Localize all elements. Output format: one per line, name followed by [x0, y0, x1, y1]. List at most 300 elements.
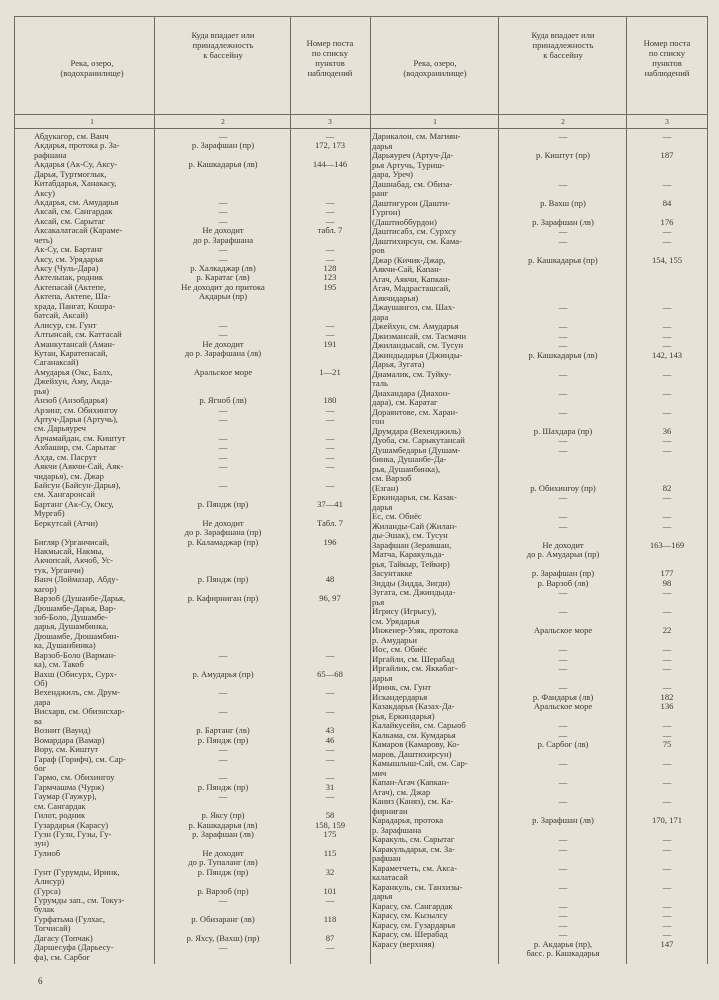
basin-cell: —	[218, 895, 228, 905]
post-number-cell: —	[325, 405, 335, 415]
post-number-cell: —	[662, 388, 672, 398]
water-body-name: Ќалайкусейн, см. Сарыоб	[372, 721, 466, 730]
water-body-name: Калкама, см. Кумдарья	[372, 730, 456, 740]
basin-cell: Не доходит до р. Зарафшана (лв)	[184, 339, 262, 358]
post-number-cell: 115	[323, 848, 337, 858]
post-number-cell: —	[662, 227, 672, 236]
water-body-name: Карасу, см. Шерабад	[372, 930, 448, 939]
water-body-name: Варзоб (Душанбе-Дарья, Дюшамбе-Дарья, Вар- зоб-Боло, Душамбе- дарья, Душамбинка, Дюшамбе, Дюшамбин- ка, Душанбинка)	[34, 594, 126, 651]
basin-cell: —	[218, 688, 228, 698]
basin-cell: —	[558, 844, 568, 854]
basin-cell: р. Пяндж (пр)	[197, 867, 249, 877]
basin-cell: —	[558, 322, 568, 331]
post-number-cell: —	[662, 236, 672, 246]
basin-cell: р. Каламаджар (пр)	[187, 537, 259, 547]
water-body-name: Даршесуфа (Дарьесу- фа), см. Сарбог	[34, 943, 114, 962]
post-number-cell: 176	[660, 217, 674, 227]
water-body-name: Даштигурон (Дашти- Гургон)	[372, 198, 451, 217]
basin-cell: —	[218, 773, 228, 783]
water-body-name: Джейхун, см. Амударья	[372, 322, 459, 331]
water-body-name: (Даштиоббурдон)	[372, 217, 437, 227]
basin-cell: р. Кашкадарья (лв)	[528, 350, 598, 360]
water-body-name: Вомардара (Вамар)	[34, 735, 105, 745]
post-number-cell: —	[662, 303, 672, 312]
basin-cell: р. Киштут (пр)	[535, 151, 590, 160]
basin-cell: —	[558, 236, 568, 246]
water-body-name: Карадарья, протока р. Зарафшана	[372, 816, 444, 835]
water-body-name: Гармчашма (Чурж)	[34, 782, 105, 792]
post-number-cell: 84	[662, 198, 672, 208]
post-number-cell: 163—169	[649, 540, 685, 550]
post-number-cell: —	[662, 407, 672, 417]
post-number-cell: —	[662, 759, 672, 768]
basin-cell: Не доходит до притока Акдарьи (пр)	[181, 282, 265, 302]
water-body-name: Дашнабад, см. Обиза- ранг	[372, 179, 453, 198]
water-body-name: Карасу (верхняя)	[372, 939, 435, 949]
column-rule	[707, 16, 708, 964]
water-body-name: Аксу, см. Урядарья	[34, 254, 104, 264]
water-body-name: Джиндыдарья (Джинды- Дарья, Зугата)	[372, 350, 463, 369]
water-body-name: Даштисабз, см. Сурхсу	[372, 227, 457, 236]
basin-cell: —	[558, 179, 568, 189]
water-body-name: Каранкуль, см. Танхизы- дарья	[372, 882, 463, 901]
post-number-cell: —	[662, 341, 672, 350]
row-rule	[14, 16, 707, 17]
post-number-cell: —	[662, 863, 672, 873]
water-body-name: Иос, см. Обиёс	[372, 645, 428, 654]
basin-cell: р. Зарафшан (лв)	[192, 829, 254, 839]
water-body-name: Гунт (Гурумды, Иринк, Алисур)	[34, 867, 120, 887]
basin-cell: —	[558, 512, 568, 521]
post-number-cell: —	[662, 664, 672, 673]
column-number: 2	[221, 117, 225, 126]
column-header: Река, озеро, (водохранилище)	[403, 58, 467, 78]
post-number-cell: —	[325, 216, 335, 226]
water-body-name: Диахандара (Диахон- дара), см. Каратаг	[372, 388, 451, 407]
column-rule	[370, 16, 371, 964]
basin-cell: р. Зарафшан (пр)	[531, 569, 595, 578]
water-body-name: Ак-Су, см. Бартанг	[34, 245, 103, 255]
water-body-name: Варзоб-Боло (Варман- ка), см. Такоб	[34, 650, 116, 670]
post-number-cell: —	[662, 778, 672, 787]
column-header: Номер поста по списку пунктов наблюдений	[643, 38, 691, 78]
basin-cell: —	[218, 132, 228, 141]
basin-cell: р. Яксу (пр)	[201, 811, 245, 821]
water-body-name: Искандердарья	[372, 692, 428, 702]
basin-cell: —	[558, 911, 568, 920]
basin-cell: р. Кашкадарья (лв)	[188, 160, 258, 170]
basin-cell: р. Кафирниган (пр)	[187, 594, 259, 604]
water-body-name: Гармо, см. Обихингоу	[34, 773, 115, 783]
basin-cell: —	[218, 330, 228, 340]
basin-cell: р. Обихингоу (пр)	[530, 483, 596, 493]
post-number-cell: —	[325, 480, 335, 490]
water-body-name: Актепасай (Актепе, Актепа, Актепе, Ша- храда, Пангат, Кошра- батсай, Аксай)	[34, 282, 116, 321]
post-number-cell: —	[662, 920, 672, 930]
basin-cell: р. Халкаджар (лв)	[190, 264, 256, 274]
post-number-cell: —	[662, 445, 672, 455]
post-number-cell: —	[662, 179, 672, 189]
water-body-name: Вознит (Вауид)	[34, 726, 91, 736]
post-number-cell: —	[662, 493, 672, 502]
column-number: 3	[665, 117, 669, 126]
basin-cell: —	[558, 654, 568, 664]
water-body-name: Артуч-Дарья (Артучь), см. Дарьяуреч	[34, 414, 118, 434]
basin-cell: Не доходит до р. Тупаланг (лв)	[188, 848, 258, 868]
water-body-name: Инженер-Узяк, протока р. Амударьи	[372, 626, 459, 645]
basin-cell: —	[218, 198, 228, 208]
post-number-cell: —	[325, 198, 335, 208]
basin-cell: р. Зарафшан (лв)	[532, 816, 594, 825]
basin-cell: —	[558, 759, 568, 768]
post-number-cell: —	[662, 730, 672, 740]
water-body-name: Ќамышлыш-Сай, см. Сар- мич	[372, 759, 468, 778]
post-number-cell: —	[662, 607, 672, 616]
water-body-name: Висхарв, см. Обиэнсхар- ва	[34, 707, 125, 726]
water-body-name: Гузардарья (Карасу)	[34, 820, 109, 830]
water-body-name: Карасу, см. Кызылсу	[372, 911, 448, 920]
water-body-name: Жиланды-Сай (Жилан- ды-Эшак), см. Тусун	[372, 521, 458, 540]
water-body-name: Казакдарья (Казах-Да- рья, Еркиндарья)	[372, 702, 455, 721]
water-body-name: Караметчеть, см. Акса- калатасай	[372, 863, 457, 882]
post-number-cell: —	[662, 721, 672, 730]
water-body-name: Дуоба, см. Сарыкутансай	[372, 436, 465, 445]
column-rule	[626, 16, 627, 964]
post-number-cell: —	[325, 245, 335, 255]
basin-cell: —	[558, 331, 568, 341]
post-number-cell: 191	[323, 339, 337, 349]
water-body-name: Анзоб (Анзобдарья)	[34, 396, 108, 406]
post-number-cell: Табл. 7	[317, 518, 343, 528]
column-rule	[14, 16, 15, 964]
post-number-cell: —	[662, 512, 672, 521]
water-body-name: Амударья (Окс, Балх, Джейхун, Аму, Акда- рья)	[34, 367, 113, 396]
water-body-name: Зидды (Зидда, Зигди)	[372, 578, 451, 588]
water-body-name: Актельпак, родник	[34, 273, 104, 283]
water-body-name: Ахда, см. Пасрут	[34, 452, 97, 462]
column-number: 1	[433, 117, 437, 126]
water-body-name: Байсун (Байсун-Дарья), см. Хангаронсай	[34, 480, 121, 500]
post-number-cell: —	[325, 895, 335, 905]
water-body-name: Акдарья (Ак-Су, Аксу- Дарья, Туртмоглык, Китабдарья, Ханакасу, Аксу)	[34, 160, 118, 198]
water-body-name: Алисур, см. Гунт	[34, 320, 97, 330]
basin-cell: —	[558, 588, 568, 597]
basin-cell: —	[218, 792, 228, 802]
water-body-name: Гараф (Горифч), см. Сар- бог	[34, 754, 126, 773]
post-number-cell: —	[325, 943, 335, 953]
post-number-cell: —	[325, 207, 335, 217]
water-body-name: Засунтакке	[372, 569, 413, 578]
post-number-cell: —	[325, 452, 335, 462]
basin-cell: —	[558, 521, 568, 531]
basin-cell: р. Кашкадарья (лв)	[188, 820, 258, 830]
post-number-cell: 154, 155	[651, 255, 683, 265]
water-body-name: Дарикалон, см. Магиян- дарья	[372, 132, 461, 151]
basin-cell: —	[218, 462, 228, 472]
post-number-cell: 87	[325, 933, 335, 943]
water-body-name: Аксай, см. Сангардак	[34, 207, 113, 217]
water-body-name: Зарафшан (Зеравшан, Матча, Каракульда- рья, Тайкыр, Тейкир)	[372, 540, 452, 569]
column-header: Река, озеро, (водохранилище)	[60, 58, 124, 78]
post-number-cell: —	[662, 882, 672, 892]
water-body-name: Аманкутансай (Аман- Кутан, Каратепасай, Саганаксай)	[34, 339, 115, 368]
water-body-name: Каракульдарья, см. За- рафшан	[372, 844, 455, 863]
post-number-cell: 187	[660, 151, 674, 160]
water-body-name: Каракуль, см. Сарытаг	[372, 835, 455, 844]
basin-cell: —	[558, 407, 568, 417]
post-number-cell: 58	[325, 811, 335, 821]
post-number-cell: 48	[325, 575, 335, 585]
post-number-cell: —	[662, 683, 672, 692]
post-number-cell: —	[662, 331, 672, 341]
post-number-cell: —	[325, 462, 335, 472]
basin-cell: р. Бартанг (лв)	[196, 726, 250, 736]
water-body-name: Джиландысай, см. Тусун	[372, 341, 464, 350]
basin-cell: р. Вахш (пр)	[540, 198, 586, 208]
post-number-cell: табл. 7	[317, 226, 343, 236]
basin-cell: Аральское море	[193, 367, 253, 377]
water-body-name: Игрису (Игрысу), см. Урядарья	[372, 607, 437, 626]
basin-cell: р. Пяндж (пр)	[197, 782, 249, 792]
post-number-cell: 96, 97	[319, 594, 341, 604]
basin-cell: Не доходит до р. Зарафшана	[192, 226, 254, 245]
water-body-name: Аксу (Чуль-Дара)	[34, 264, 99, 274]
post-number-cell: —	[325, 320, 335, 330]
basin-cell: —	[558, 445, 568, 455]
post-number-cell: 144—146	[312, 160, 348, 170]
post-number-cell: 175	[323, 829, 337, 839]
post-number-cell: —	[662, 436, 672, 445]
post-number-cell: 172, 173	[314, 141, 346, 151]
basin-cell: —	[218, 707, 228, 717]
post-number-cell: 1—21	[319, 367, 341, 377]
basin-cell: р. Шахдара (пр)	[533, 426, 593, 436]
post-number-cell: —	[662, 930, 672, 939]
post-number-cell: —	[662, 132, 672, 141]
basin-cell: —	[218, 650, 228, 660]
water-body-name: Ес, см. Обиёс	[372, 512, 422, 521]
column-rule	[290, 16, 291, 964]
post-number-cell: —	[325, 745, 335, 755]
water-body-name: Джаушангоз, см. Шах- дара	[372, 303, 455, 322]
basin-cell: —	[558, 721, 568, 730]
water-body-name: Арзинг, см. Обихингоу	[34, 405, 118, 415]
water-body-name: Диамалик, см. Туйку- таль	[372, 369, 452, 388]
page-number: 6	[38, 976, 43, 986]
basin-cell: —	[218, 405, 228, 415]
basin-cell: р. Пяндж (пр)	[197, 735, 249, 745]
water-body-name: Беркутсай (Атчи)	[34, 518, 98, 528]
water-body-name: (Гурса)	[34, 886, 61, 896]
basin-cell: —	[558, 664, 568, 673]
basin-cell: —	[558, 863, 568, 873]
basin-cell: —	[218, 245, 228, 255]
water-body-name: Гилот, родник	[34, 811, 86, 821]
water-body-name: Аякчи (Аякчи-Сай, Аяк- чидарья), см. Джар	[34, 462, 124, 481]
water-body-name: Акдарья, см. Амударья	[34, 198, 119, 208]
post-number-cell: —	[325, 754, 335, 764]
basin-cell: —	[218, 414, 228, 424]
basin-cell: —	[558, 645, 568, 654]
post-number-cell: 123	[323, 273, 337, 283]
basin-cell: р. Пяндж (пр)	[197, 575, 249, 585]
basin-cell: —	[218, 216, 228, 226]
basin-cell: —	[558, 607, 568, 616]
post-number-cell: —	[325, 132, 335, 141]
water-body-name: Абдукагор, см. Ванч	[34, 132, 109, 141]
post-number-cell: —	[662, 844, 672, 854]
post-number-cell: 101	[323, 886, 337, 896]
post-number-cell: 65—68	[317, 669, 343, 679]
basin-cell: р. Кашкадарья (пр)	[528, 255, 598, 265]
post-number-cell: 98	[662, 578, 672, 588]
water-body-name: Друмдара (Вехенджиль)	[372, 426, 461, 436]
basin-cell: —	[558, 493, 568, 502]
water-body-name: Даштихирсун, см. Ќама- ров	[372, 236, 462, 255]
basin-cell: —	[558, 132, 568, 141]
basin-cell: Не доходит до р. Зарафшана (пр)	[184, 518, 262, 538]
basin-cell: —	[558, 901, 568, 911]
post-number-cell: —	[325, 254, 335, 264]
post-number-cell: —	[662, 835, 672, 844]
water-body-name: Зугата, см. Джиндыда- рья	[372, 588, 456, 607]
basin-cell: —	[218, 320, 228, 330]
basin-cell: р. Сарбог (лв)	[537, 740, 589, 749]
post-number-cell: —	[325, 650, 335, 660]
water-body-name: Гузн (Гузн, Гузы, Гу- зун)	[34, 829, 112, 849]
basin-cell: Не доходит до р. Амударьи (пр)	[526, 540, 600, 559]
basin-cell: —	[558, 778, 568, 787]
water-body-name: Вору, см. Киштут	[34, 745, 99, 755]
water-body-name: Аксай, см. Сарытаг	[34, 216, 106, 226]
basin-cell: —	[558, 341, 568, 350]
water-body-name: Еркиндарья, см. Казак- дарья	[372, 493, 457, 512]
post-number-cell: —	[325, 414, 335, 424]
basin-cell: Аральское море	[533, 702, 593, 711]
post-number-cell: 177	[660, 569, 674, 578]
basin-cell: р. Фандарья (лв)	[532, 692, 594, 702]
water-body-name: (Езган)	[372, 483, 399, 493]
post-number-cell: —	[325, 330, 335, 340]
basin-cell: —	[218, 207, 228, 217]
water-body-name: Камаров (Камарову, Ко- маров, Даштихирсун)	[372, 740, 460, 759]
post-number-cell: —	[325, 433, 335, 443]
water-body-name: Дораянтове, см. Харан- гон	[372, 407, 459, 426]
post-number-cell: 118	[323, 914, 337, 924]
post-number-cell: —	[662, 588, 672, 597]
post-number-cell: —	[662, 521, 672, 531]
basin-cell: —	[558, 835, 568, 844]
basin-cell: —	[558, 730, 568, 740]
basin-cell: р. Яхсу, (Вахш) (пр)	[186, 933, 260, 943]
post-number-cell: —	[662, 645, 672, 654]
post-number-cell: —	[662, 911, 672, 920]
post-number-cell: —	[325, 773, 335, 783]
basin-cell: Аральское море	[533, 626, 593, 635]
water-body-name: Дагасу (Топчак)	[34, 933, 93, 943]
row-rule	[14, 114, 707, 115]
post-number-cell: 180	[323, 396, 337, 406]
basin-cell: р. Обизаранг (лв)	[191, 914, 255, 924]
row-rule	[14, 128, 707, 129]
post-number-cell: —	[325, 707, 335, 717]
basin-cell: р. Акдарья (пр), басс. р. Кашкадарья	[526, 939, 600, 958]
basin-cell: —	[558, 920, 568, 930]
column-header: Куда впадает или принадлежность к бассейну	[191, 30, 255, 60]
water-body-name: Алтынсай, см. Каттасай	[34, 330, 122, 340]
post-number-cell: 32	[325, 867, 335, 877]
post-number-cell: 196	[323, 537, 337, 547]
water-body-name: Бигляр (Урганчисай, Накмысай, Накмы, Акчопсай, Акчоб, Ус- тук, Урганчи)	[34, 537, 113, 575]
basin-cell: р. Варзоб (лв)	[537, 578, 589, 588]
basin-cell: —	[218, 754, 228, 764]
basin-cell: —	[218, 943, 228, 953]
basin-cell: —	[218, 254, 228, 264]
basin-cell: —	[558, 930, 568, 939]
post-number-cell: 170, 171	[651, 816, 683, 825]
basin-cell: р. Зарафшан (лв)	[532, 217, 594, 227]
post-number-cell: 31	[325, 782, 335, 792]
water-body-name: Карасу, см. Сангардак	[372, 901, 453, 911]
water-body-name: Джизмансай, см. Тасмачи	[372, 331, 467, 341]
post-number-cell: —	[662, 654, 672, 664]
basin-cell: р. Каратаг (лв)	[196, 273, 250, 283]
water-body-name: Карасу, см. Гузардарья	[372, 920, 456, 930]
water-body-name: Вахш (Обисурх, Сурх- Об)	[34, 669, 117, 689]
post-number-cell: 195	[323, 282, 337, 292]
post-number-cell: 43	[325, 726, 335, 736]
water-body-name: Гурумды зап., см. Токуз- булак	[34, 895, 125, 915]
water-body-name: Аксакалатасай (Караме- четь)	[34, 226, 123, 245]
post-number-cell: 136	[660, 702, 674, 711]
water-body-name: Гулиоб	[34, 848, 61, 858]
basin-cell: —	[558, 436, 568, 445]
basin-cell: —	[558, 797, 568, 806]
basin-cell: р. Ягноб (лв)	[199, 396, 247, 406]
post-number-cell: 36	[662, 426, 672, 436]
basin-cell: —	[558, 303, 568, 312]
column-number: 2	[561, 117, 565, 126]
water-body-name: Бартанг (Ак-Су, Оксу, Мургаб)	[34, 499, 114, 519]
basin-cell: —	[558, 388, 568, 398]
basin-cell: —	[218, 452, 228, 462]
basin-cell: р. Пяндж (пр)	[197, 499, 249, 509]
basin-cell: р. Зарафшан (пр)	[191, 141, 255, 151]
post-number-cell: —	[662, 369, 672, 379]
post-number-cell: —	[662, 797, 672, 806]
post-number-cell: —	[325, 688, 335, 698]
water-body-name: Джар (Кичик-Джар, Аякчи-Сай, Ќапан- Агач, Аякчи, Капкан- Агач, Мадрасташсай, Аякчидарья)	[372, 255, 451, 303]
water-body-name: Ванч (Лоймазар, Абду- кагор)	[34, 575, 119, 594]
post-number-cell: 182	[660, 692, 674, 702]
basin-cell: —	[558, 227, 568, 236]
basin-cell: —	[218, 433, 228, 443]
basin-cell: р. Амударья (пр)	[192, 669, 254, 679]
post-number-cell: 158, 159	[314, 820, 346, 830]
basin-cell: —	[218, 480, 228, 490]
basin-cell: —	[558, 369, 568, 379]
post-number-cell: 46	[325, 735, 335, 745]
basin-cell: —	[558, 683, 568, 692]
post-number-cell: 37—41	[317, 499, 343, 509]
water-body-name: Ќапан-Агач (Капкан- Агач), см. Джар	[372, 778, 450, 797]
post-number-cell: 142, 143	[651, 350, 683, 360]
water-body-name: Арчамайдан, см. Киштут	[34, 433, 126, 443]
post-number-cell: —	[325, 443, 335, 453]
post-number-cell: 75	[662, 740, 672, 749]
post-number-cell: —	[325, 792, 335, 802]
water-body-name: Иргайлик, см. Яккабаг- дарья	[372, 664, 458, 683]
